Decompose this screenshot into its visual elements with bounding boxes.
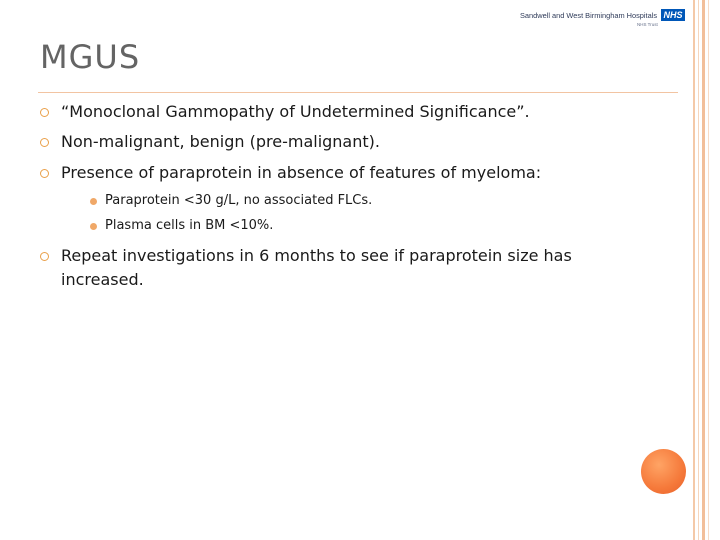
decorative-stripe bbox=[702, 0, 705, 540]
logo-trust-name: Sandwell and West Birmingham Hospitals bbox=[520, 11, 658, 20]
logo-subtitle: NHS Trust bbox=[637, 22, 658, 27]
sub-bullet-text: Paraprotein <30 g/L, no associated FLCs. bbox=[105, 193, 373, 208]
circle-bullet-icon bbox=[40, 169, 49, 178]
decorative-stripe bbox=[708, 0, 709, 540]
bullet-text: “Monoclonal Gammopathy of Undetermined Significance”. bbox=[61, 102, 530, 121]
circle-bullet-icon bbox=[40, 138, 49, 147]
bullet-text: Presence of paraprotein in absence of features of myeloma: bbox=[61, 163, 542, 182]
slide-title: MGUS bbox=[40, 38, 141, 76]
sub-bullet-text: Plasma cells in BM <10%. bbox=[105, 218, 274, 233]
decorative-orange-orb bbox=[641, 449, 686, 494]
dot-bullet-icon bbox=[90, 223, 97, 230]
bullet-text: Repeat investigations in 6 months to see if paraprotein size has increased. bbox=[61, 246, 572, 289]
dot-bullet-icon bbox=[90, 198, 97, 205]
circle-bullet-icon bbox=[40, 252, 49, 261]
title-divider bbox=[38, 92, 678, 93]
decorative-stripe bbox=[698, 0, 699, 540]
decorative-stripe bbox=[693, 0, 695, 540]
bullet-text: Non-malignant, benign (pre-malignant). bbox=[61, 132, 380, 151]
circle-bullet-icon bbox=[40, 108, 49, 117]
nhs-badge: NHS bbox=[661, 9, 685, 21]
